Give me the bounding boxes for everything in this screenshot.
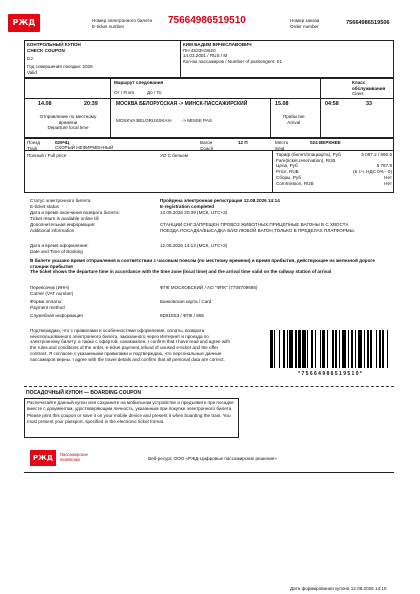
barcode-text: * 7 5 6 6 4 9 8 6 5 1 9 5 1 0 *	[298, 371, 362, 377]
seat-label	[275, 140, 288, 151]
boarding-text-en: Please print this coupon or save it on your mobile device and present it when boarding the train. You must present your passport, specified in the electronic ticket format.	[27, 413, 231, 425]
info-label-ru: Статус электронного билета	[30, 198, 91, 203]
departure-note-ru: Отправление по местному времени	[39, 114, 97, 125]
price-label: Commission, RUB	[276, 180, 314, 186]
validity-en: Valid	[27, 69, 37, 75]
info-label	[30, 198, 160, 210]
carrier-label-ru: Перевозчик (ИНН)	[30, 285, 70, 290]
route-en: MOSKVA BELORUSSKAIA -> MINSK PAS	[116, 118, 212, 123]
control-title-ru: КОНТРОЛЬНЫЙ КУПОН	[27, 42, 81, 47]
route-ru: МОСКВА БЕЛОРУССКАЯ -> МИНСК-ПАССАЖИРСКИЙ	[116, 101, 248, 107]
info-label-en: Ticket return is available online till	[30, 215, 99, 221]
order-number: 75664986519506	[346, 20, 390, 26]
ticket-number-label-en: E-ticket number	[92, 23, 125, 29]
carrier-label	[30, 285, 160, 299]
train-label-ru: Поезд	[27, 140, 40, 145]
passport-number: ПН 45З3НЭ620	[183, 47, 216, 53]
train-label-en: Train	[27, 145, 38, 151]
boarding-text-ru: Распечатайте данный купон или сохраните на мобильном устройстве и предъявите при посадке вместе с документом, удостоверяющим личность, указанным при покупке электронного билета.	[27, 400, 234, 411]
class-label-en: Class	[352, 91, 364, 97]
info-label-ru: Дата и время окончания возврата билета:	[30, 210, 120, 215]
arrival-time: 04:58	[325, 101, 339, 107]
eticket-status-en: E-registration completed	[160, 203, 215, 209]
boarding-instructions	[27, 400, 236, 425]
price-value: (в т.ч. НДС 0% - 0)	[353, 169, 392, 175]
train-type: СКОРЫЙ НЕФИРМЕННЫЙ	[55, 145, 114, 150]
booking-date: 12.08.2026 14:13 (МСК, UTC+3)	[160, 243, 228, 248]
birth-info: 14.03.2001 / RUS / M	[183, 53, 228, 59]
departure-note-en: Departure local time	[47, 125, 89, 131]
departure-date: 14.08	[38, 101, 52, 107]
timezone-notice-ru: В билете указано время отправления в соответствии с часовым поясом (по местному времени) и время прибытия, действующее на железной дороге станции прибытия	[30, 258, 375, 269]
barcode	[270, 330, 390, 368]
class-value: 33	[366, 101, 372, 107]
order-number-label-ru: Номер заказа	[290, 18, 320, 23]
info-section	[30, 198, 392, 255]
payment-label-ru: Форма оплаты:	[30, 299, 63, 304]
validity-ru: Год совершения поездки: 2026	[27, 64, 93, 69]
class-label	[352, 80, 392, 97]
service-class: УО С бельем	[160, 153, 188, 158]
info-label-en: Additional information	[30, 227, 75, 233]
carrier-row	[30, 285, 392, 299]
arrival-note-en: Arrival	[287, 119, 301, 125]
car-number: 12 П	[238, 140, 248, 145]
price-value: Нет	[384, 174, 392, 180]
service-info-row	[30, 313, 392, 325]
info-row-return	[30, 210, 392, 222]
car-label-en: Coach	[200, 145, 214, 151]
payment-label	[30, 299, 160, 313]
ticket-number: 75664986519510	[168, 15, 246, 26]
additional-info: СТАНЦИИ СНГ.ЗАПРЕЩЕН ПРОВОЗ ЖИВОТНЫХ.ПРИЦЕПНЫЕ ВАГОНЫ В С ХВОСТА ПОЕЗДА.ПОСАДКА/ВЫСАДКА В/ИЗ ЛЮБОЙ ВАГОН,ТОЛЬКО В ПРЕДЕЛАХ ПЛАТФОРМЫ.	[160, 222, 355, 233]
eticket-status: Пройдена электронная регистрация 12.08.2026 14:14	[160, 198, 280, 203]
train-number: 029ЧЦ	[55, 140, 70, 145]
barcode-bar	[388, 330, 389, 368]
validity	[27, 64, 93, 75]
departure-time: 20:39	[84, 101, 98, 107]
agreement-text: Подтверждаю, что с правилами и особенностями оформления, оплаты, возврата неиспользованного электронного билета, заказанного через Интернет и проезда по электронному билету, а также с офертой, ознакомлен. I confirm that I have read and agree with the rules and conditions of the order, e-ticket payment,refund of unused e-ticket and the offer contract. Я согласен с указанными правилами и подтверждаю, что персональные данные пассажиров верны. I agree with the travel details and confirm that all personal data are correct.	[30, 328, 231, 362]
from-to-label: От / From До / To	[114, 90, 162, 95]
ticket-number-label	[92, 18, 152, 29]
payment-row	[30, 299, 392, 313]
generated-date: Дата формирования купона 12.08.2026 14:15	[290, 586, 387, 591]
price-label: Тариф (билет/плацкарта), Руб	[276, 152, 341, 157]
passenger-name: КИМ БАДИМ ВЯЧЕСЛАВОВИЧ	[183, 42, 252, 47]
price-value: 5 787.8	[376, 163, 392, 169]
train-label	[27, 140, 40, 151]
carrier-value: ФПК МОСКОВСКИЙ / АО "ФПК" (7708709686)	[160, 285, 258, 290]
info-label-en: Date and Time of Booking	[30, 248, 83, 254]
footer-website: Веб-ресурс ООО «РЖД-Цифровые пассажирские решения»	[148, 456, 277, 461]
passenger-count: Кол-во пассажиров / Number of passengers: 01	[183, 59, 282, 65]
carrier-label-en: Carrier (VAT number)	[30, 290, 74, 296]
footer-rzd-logo: РЖД	[30, 450, 56, 466]
price-label: Сборы, Руб	[276, 174, 301, 180]
departure-note	[30, 114, 106, 131]
payment-label-en: Payment method	[30, 304, 65, 310]
payment-value: Банковская карта / Card	[160, 299, 212, 304]
price-table	[276, 152, 392, 186]
price-value: 5 097.2 / 690.6	[361, 152, 392, 157]
info-label-ru: Дополнительная информация:	[30, 222, 96, 227]
order-number-label	[290, 18, 319, 29]
rzd-logo: РЖД	[8, 14, 40, 32]
ticket-number-label-ru: Номер электронного билета	[92, 18, 153, 23]
info-label	[30, 243, 160, 255]
car-label	[200, 140, 213, 151]
seat-label-ru: Место	[275, 140, 289, 145]
passenger-info	[183, 42, 282, 65]
tariff-type: Полный / Full price	[27, 153, 67, 158]
service-info-value: 6D91E53 / ФПК / 865	[160, 313, 204, 318]
price-row	[276, 181, 392, 187]
seat-number: 024 ВЕРХНЕЕ	[310, 140, 341, 145]
order-number-label-en: Order number	[290, 23, 319, 29]
carrier-section	[30, 285, 392, 325]
info-label-ru: Дата и время оформления:	[30, 243, 89, 248]
info-label	[30, 210, 160, 222]
info-row-status	[30, 198, 392, 210]
footer-company: Пассажирские перевозки	[60, 452, 88, 463]
price-value: Нет	[384, 180, 392, 186]
arrival-note-ru: Прибытие	[283, 114, 305, 119]
info-row-booking	[30, 243, 392, 255]
arrival-note	[283, 114, 305, 125]
control-code: DJ	[27, 56, 33, 61]
price-label: Fare(ticket,reservation), RUB	[276, 157, 336, 163]
info-row-additional	[30, 222, 392, 243]
info-label-en: E-ticket status	[30, 203, 59, 209]
timezone-notice-en: The ticket shows the departure time in accordance with the time zone (local time) and the arrival time valid on the railway station of arrival	[30, 269, 332, 275]
control-title-en: CHECK COUPON	[27, 47, 65, 53]
route-label: Маршрут следования	[114, 80, 164, 85]
info-value	[160, 198, 392, 210]
price-label: Цена, Руб	[276, 163, 298, 169]
price-label: Price, RUB	[276, 169, 299, 175]
seat-label-en: Seat	[275, 145, 285, 151]
control-coupon-title	[27, 42, 81, 53]
class-label-ru: Класс обслуживания	[352, 80, 386, 91]
boarding-title: ПОСАДОЧНЫЙ КУПОН — BOARDING COUPON	[26, 390, 141, 396]
return-deadline: 14.08.2026 20:39 (МСК, UTC+3)	[160, 210, 228, 215]
timezone-notice	[30, 258, 394, 275]
info-label	[30, 222, 160, 243]
car-label-ru: Вагон	[200, 140, 213, 145]
arrival-date: 15.08	[275, 101, 289, 107]
service-info-label: Служебная информация	[30, 313, 83, 318]
